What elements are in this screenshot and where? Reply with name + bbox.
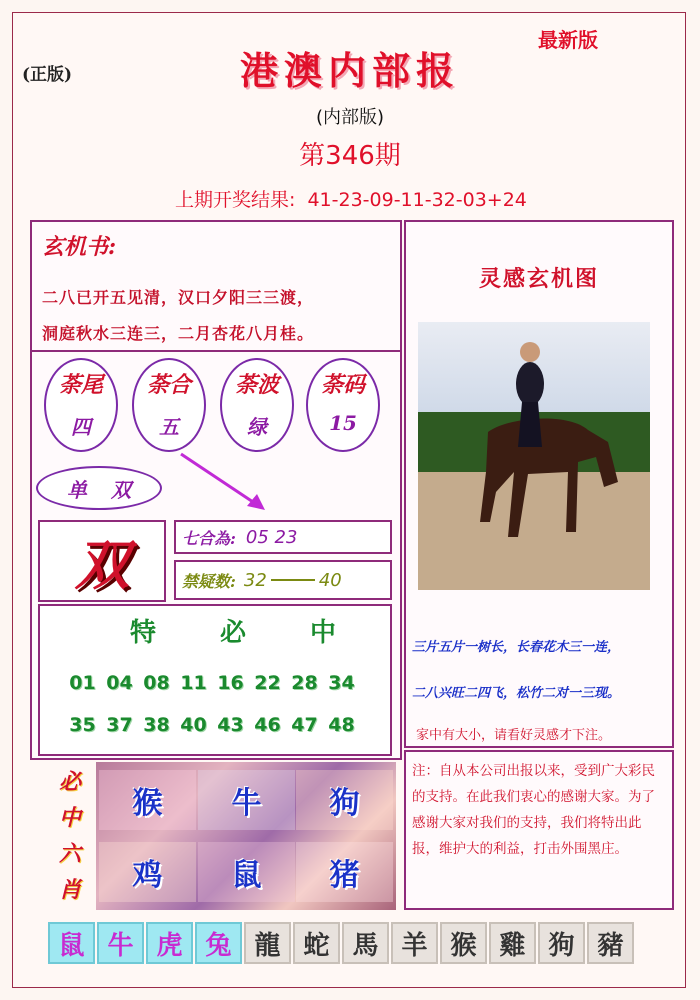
special-number: 48 (328, 714, 355, 736)
zodiac-goat: 羊 (391, 922, 438, 964)
last-result (175, 185, 527, 212)
inspiration-heading: 灵感玄机图 (478, 266, 599, 292)
zodiac-tile-pig: 猪 (296, 842, 393, 902)
zodiac-rabbit: 兔 (195, 922, 242, 964)
poem-line-1: 三片五片一树长，长春花木三一连， (412, 640, 621, 655)
pick-code (306, 358, 380, 452)
zodiac-tile-rat: 鼠 (198, 842, 295, 902)
special-heading-3: 中 (310, 618, 337, 648)
suspect-from: 32 (243, 569, 267, 591)
special-number: 04 (106, 672, 133, 694)
hint-text: 家中有大小，请看好灵感才下注。 (416, 728, 612, 743)
mystery-line-2: 洞庭秋水三连三，二月杏花八月桂。 (42, 324, 315, 343)
zodiac-snake: 蛇 (293, 922, 340, 964)
zodiac-tiles-image (96, 762, 396, 910)
side-char: 六 (58, 841, 81, 867)
suspect-dash (271, 579, 315, 581)
last-result-numbers: 41-23-09-11-32-03+24 (307, 189, 527, 211)
notice-text: 注：自从本公司出报以来，受到广大彩民的支持。在此我们衷心的感谢大家。为了感谢大家对我们的支持，我们将特出此报，维护大的利益，打击外围黑庄。 (412, 763, 655, 857)
special-number: 01 (69, 672, 96, 694)
zodiac-ox: 牛 (97, 922, 144, 964)
zodiac-rooster: 雞 (489, 922, 536, 964)
zodiac-bar (48, 922, 652, 968)
issue-number: 第346期 (299, 141, 401, 171)
seven-box (174, 520, 392, 554)
zodiac-tile-ox: 牛 (198, 770, 295, 830)
arrow-icon (175, 448, 275, 520)
pick-sum-label: 荼合 (146, 372, 191, 398)
odd-even-pick: 双 (75, 532, 129, 597)
subtitle: (内部版) (315, 107, 385, 128)
divider (32, 350, 400, 352)
suspect-label: 禁疑数: (182, 571, 236, 591)
mystery-line-1: 二八已开五见清，汉口夕阳三三渡， (42, 288, 315, 307)
pick-code-value: 15 (329, 411, 357, 435)
suspect-to: 40 (318, 569, 342, 591)
even-label: 双 (111, 477, 131, 502)
pick-wave-label: 荼波 (234, 372, 279, 398)
side-char: 必 (58, 769, 81, 795)
pick-tail (44, 358, 118, 452)
last-result-label: 上期开奖结果: (175, 189, 296, 211)
zodiac-tile-dog: 狗 (296, 770, 393, 830)
page-title: 港澳内部报 (240, 48, 461, 93)
edition-left-label: (正版) (22, 65, 73, 85)
zodiac-tiger: 虎 (146, 922, 193, 964)
six-zodiac-side-label (50, 764, 90, 908)
special-number: 08 (143, 672, 170, 694)
special-number: 34 (328, 672, 355, 694)
edition-right-label: 最新版 (538, 28, 598, 52)
pick-code-label: 荼码 (320, 372, 365, 398)
horse-photo (418, 322, 650, 590)
special-number: 40 (180, 714, 207, 736)
special-number: 38 (143, 714, 170, 736)
pick-sum (132, 358, 206, 452)
poem-line-2: 二八兴旺二四飞，松竹二对一三现。 (412, 686, 621, 701)
zodiac-tile-monkey: 猴 (99, 770, 196, 830)
zodiac-rat: 鼠 (48, 922, 95, 964)
special-number: 35 (69, 714, 96, 736)
zodiac-tile-rooster: 鸡 (99, 842, 196, 902)
zodiac-horse: 馬 (342, 922, 389, 964)
special-row-1 (64, 672, 360, 694)
special-number: 11 (180, 672, 207, 694)
special-row-2 (64, 714, 360, 736)
special-heading-2: 必 (220, 618, 247, 648)
pick-tail-label: 荼尾 (58, 372, 103, 398)
side-char: 中 (58, 805, 81, 831)
zodiac-dragon: 龍 (244, 922, 291, 964)
seven-value: 05 23 (245, 526, 298, 548)
pick-sum-value: 五 (159, 415, 179, 439)
zodiac-monkey: 猴 (440, 922, 487, 964)
odd-even-pick-box (38, 520, 166, 602)
mystery-heading: 玄机书: (42, 234, 117, 260)
special-number: 47 (291, 714, 318, 736)
pick-tail-value: 四 (71, 415, 91, 439)
special-number: 46 (254, 714, 281, 736)
special-number: 37 (106, 714, 133, 736)
special-number: 16 (217, 672, 244, 694)
seven-label: 七合為: (182, 528, 236, 548)
horse-rider-icon (418, 322, 650, 590)
odd-even-oval (36, 466, 162, 510)
special-heading-1: 特 (130, 618, 157, 648)
pick-wave-value: 绿 (247, 415, 267, 439)
special-number: 43 (217, 714, 244, 736)
suspect-box (174, 560, 392, 600)
zodiac-pig: 豬 (587, 922, 634, 964)
special-number: 22 (254, 672, 281, 694)
pick-wave (220, 358, 294, 452)
special-heading (130, 612, 336, 649)
odd-label: 单 (67, 477, 87, 502)
special-number: 28 (291, 672, 318, 694)
zodiac-dog: 狗 (538, 922, 585, 964)
side-char: 肖 (58, 877, 81, 903)
